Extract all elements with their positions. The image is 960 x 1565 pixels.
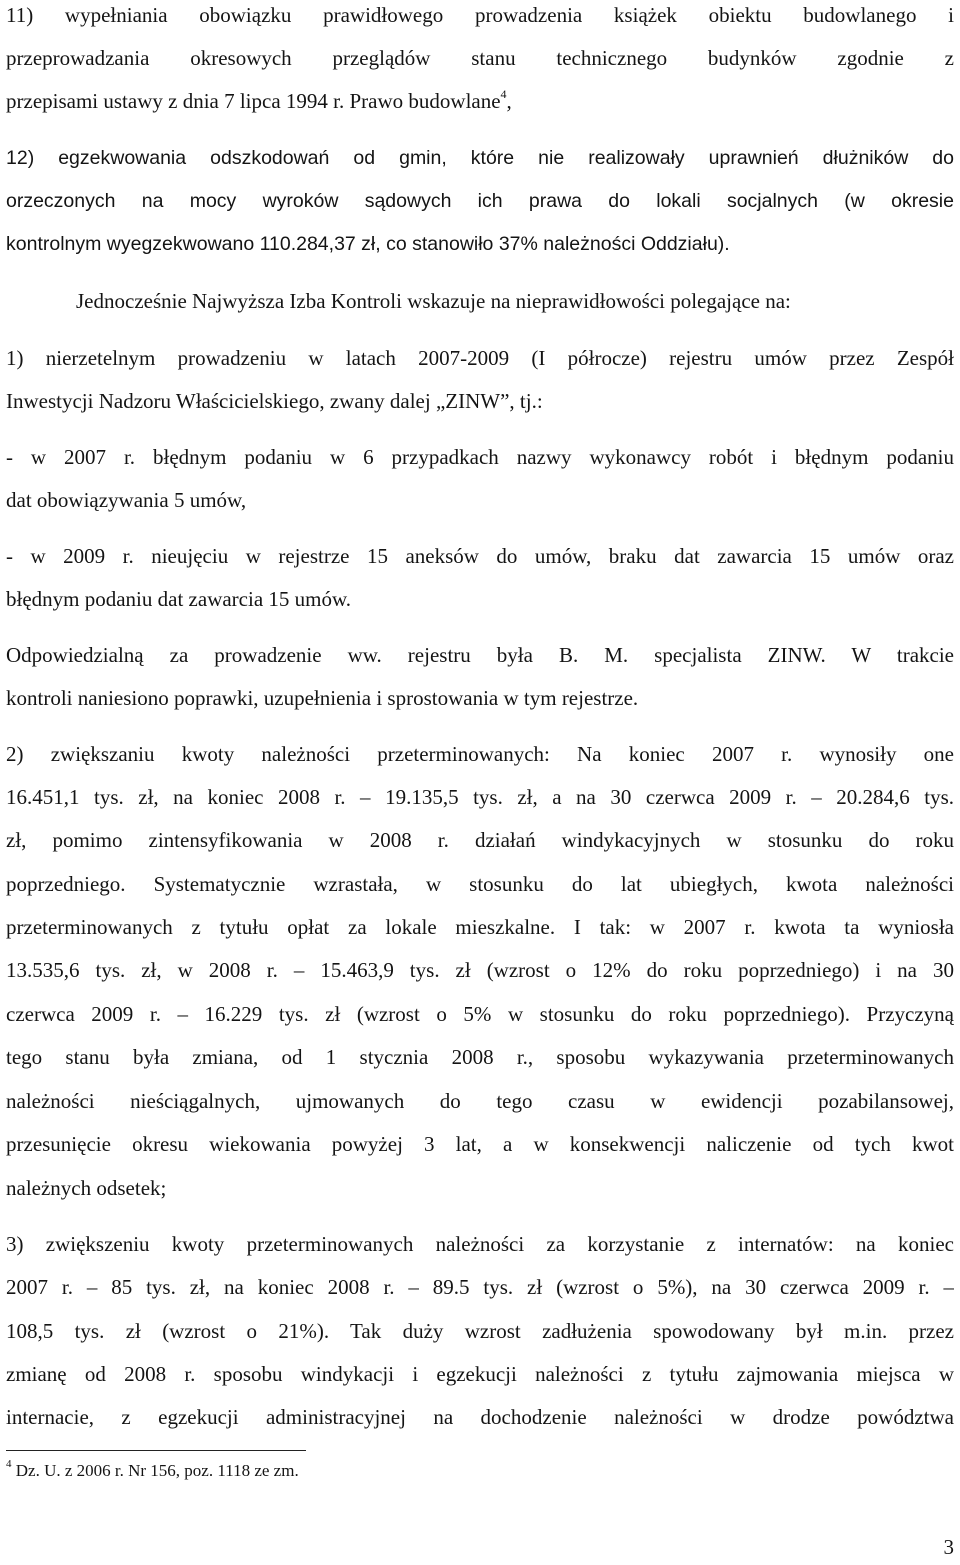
footnote-text: Dz. U. z 2006 r. Nr 156, poz. 1118 ze zm.: [11, 1461, 299, 1480]
text-span: ,: [506, 89, 512, 113]
text-line: 2) zwiększaniu kwoty należności przeterminowanych: Na koniec 2007 r. wynosiły one: [6, 742, 954, 766]
footnote-separator: [6, 1450, 306, 1451]
text-line: przeprowadzania okresowych przeglądów stanu technicznego budynków zgodnie z: [6, 46, 954, 70]
text-line: kontroli naniesiono poprawki, uzupełnienia i sprostowania w tym rejestrze.: [6, 686, 639, 710]
text-line: internacie, z egzekucji administracyjnej na dochodzenie należności w drodze powództwa: [6, 1405, 954, 1429]
text-line: kontrolnym wyegzekwowano 110.284,37 zł, co stanowiło 37% należności Oddziału).: [6, 233, 730, 255]
text-line: tego stanu była zmiana, od 1 stycznia 2008 r., sposobu wykazywania przeterminowanych: [6, 1045, 954, 1069]
text-line: 12) egzekwowania odszkodowań od gmin, które nie realizowały uprawnień dłużników do: [6, 147, 954, 169]
text-line: Inwestycji Nadzoru Właścicielskiego, zwany dalej „ZINW”, tj.:: [6, 389, 543, 413]
text-line: dat obowiązywania 5 umów,: [6, 488, 247, 512]
footnote-marker: 4: [6, 1458, 12, 1471]
text-span: przepisami ustawy z dnia 7 lipca 1994 r. Prawo budowlane: [6, 89, 501, 113]
text-line: 1) nierzetelnym prowadzeniu w latach 2007-2009 (I półrocze) rejestru umów przez Zespół: [6, 346, 954, 370]
text-line: - w 2007 r. błędnym podaniu w 6 przypadkach nazwy wykonawcy robót i błędnym podaniu: [6, 445, 954, 469]
page-number: 3: [943, 1535, 954, 1559]
text-line: 13.535,6 tys. zł, w 2008 r. – 15.463,9 tys. zł (wzrost o 12% do roku poprzedniego) i na 30: [6, 958, 954, 982]
text-line: poprzedniego. Systematycznie wzrastała, w stosunku do lat ubiegłych, kwota należności: [6, 872, 954, 896]
text-line: przesunięcie okresu wiekowania powyżej 3 lat, a w konsekwencji naliczenie od tych kwot: [6, 1132, 954, 1156]
text-line: przeterminowanych z tytułu opłat za lokale mieszkalne. I tak: w 2007 r. kwota ta wyniosła: [6, 915, 954, 939]
paragraph-start: Jednocześnie Najwyższa Izba Kontroli wskazuje na nieprawidłowości polegające na:: [76, 289, 791, 313]
text-line: - w 2009 r. nieujęciu w rejestrze 15 aneksów do umów, braku dat zawarcia 15 umów oraz: [6, 544, 954, 568]
text-line: 11) wypełniania obowiązku prawidłowego prowadzenia książek obiektu budowlanego i: [6, 3, 954, 27]
text-line: zmianę od 2008 r. sposobu windykacji i egzekucji należności z tytułu zajmowania miejsca w: [6, 1362, 954, 1386]
text-line: czerwca 2009 r. – 16.229 tys. zł (wzrost o 5% w stosunku do roku poprzedniego). Przyczyną: [6, 1002, 954, 1026]
text-line: należnych odsetek;: [6, 1176, 167, 1200]
footnote-ref: 4: [500, 88, 507, 101]
text-line: zł, pomimo zintensyfikowania w 2008 r. działań windykacyjnych w stosunku do roku: [6, 828, 954, 852]
text-line: Odpowiedzialną za prowadzenie ww. rejestru była B. M. specjalista ZINW. W trakcie: [6, 643, 954, 667]
text-line: błędnym podaniu dat zawarcia 15 umów.: [6, 587, 352, 611]
text-line: 16.451,1 tys. zł, na koniec 2008 r. – 19.135,5 tys. zł, a na 30 czerwca 2009 r. – 20.284,6 tys.: [6, 785, 954, 809]
text-line: 108,5 tys. zł (wzrost o 21%). Tak duży wzrost zadłużenia spowodowany był m.in. przez: [6, 1319, 954, 1343]
footnote: [6, 1460, 299, 1482]
text-line: 3) zwiększeniu kwoty przeterminowanych należności za korzystanie z internatów: na koniec: [6, 1232, 954, 1256]
text-line: [6, 88, 954, 114]
text-line: orzeczonych na mocy wyroków sądowych ich prawa do lokali socjalnych (w okresie: [6, 190, 954, 212]
text-line: 2007 r. – 85 tys. zł, na koniec 2008 r. – 89.5 tys. zł (wzrost o 5%), na 30 czerwca 2009 r. –: [6, 1275, 954, 1299]
text-line: należności nieściągalnych, ujmowanych do tego czasu w ewidencji pozabilansowej,: [6, 1089, 954, 1113]
